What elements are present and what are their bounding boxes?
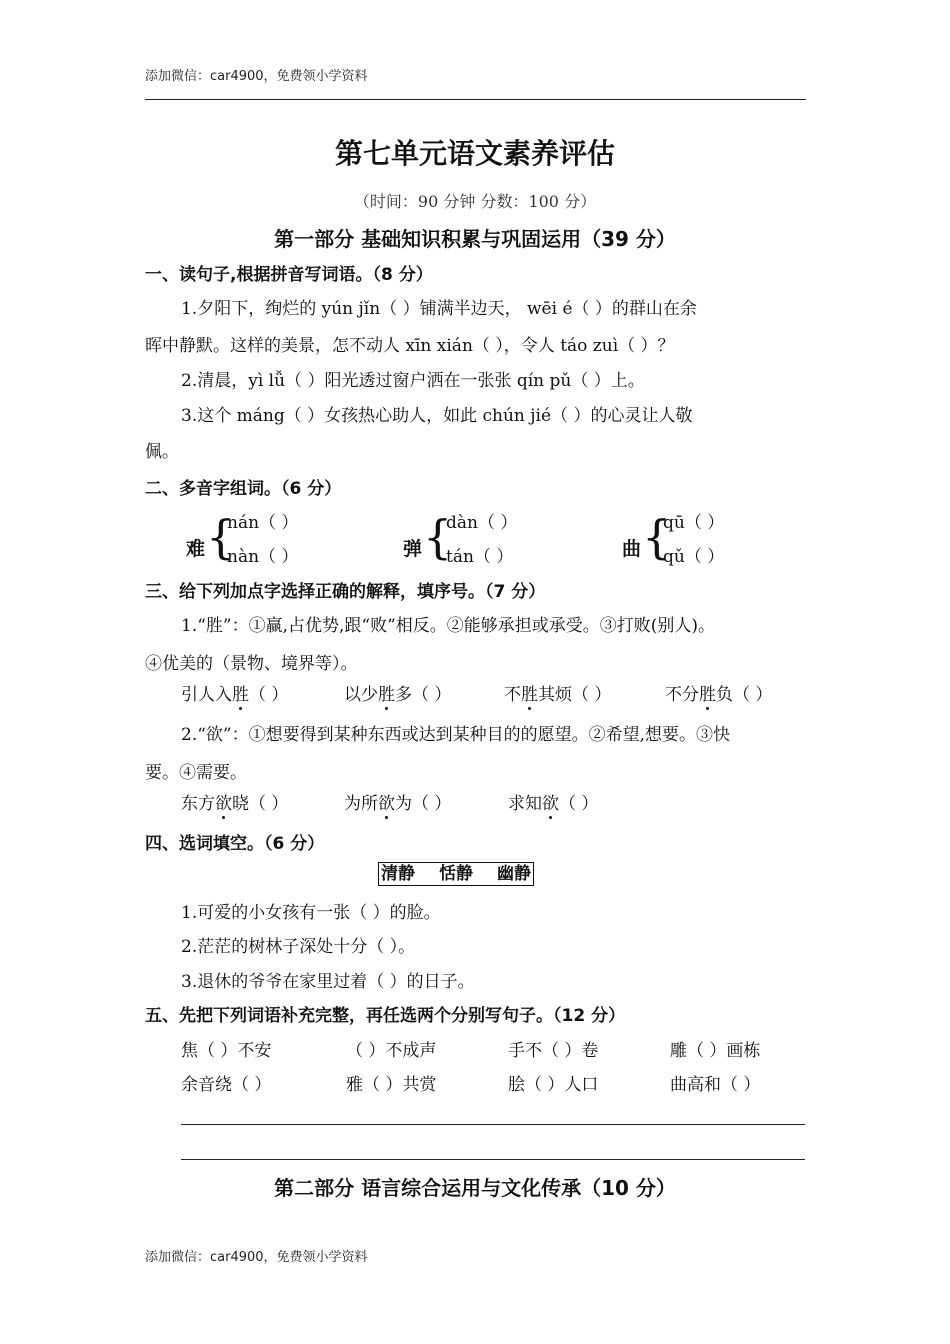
- footer-note: 添加微信：car4900，免费领小学资料: [145, 1250, 368, 1265]
- idiom-6: 雅（ ）共赏: [346, 1075, 437, 1095]
- answer-line-2[interactable]: [181, 1159, 805, 1160]
- sec3-q1-line-1: 1.“胜”：①赢,占优势,跟“败”相反。②能够承担或承受。③打败(别人)。: [181, 616, 716, 636]
- word-choice-box: [378, 862, 534, 886]
- poly-1-top: nán（ ）: [227, 513, 299, 533]
- dotted-char: 欲: [378, 789, 395, 814]
- sec3-q1-item-4: 不分胜负（ ）: [665, 680, 772, 705]
- poly-3-top: qū（ ）: [663, 513, 725, 533]
- sec2-heading: 二、多音字组词。（6 分）: [145, 479, 342, 499]
- page-title: 第七单元语文素养评估: [334, 137, 615, 170]
- idiom-1: 焦（ ）不安: [181, 1041, 272, 1061]
- sec3-q1-item-2: 以少胜多（ ）: [344, 680, 451, 705]
- idiom-2: （ ）不成声: [346, 1041, 437, 1061]
- idiom-8: 曲高和（ ）: [670, 1075, 761, 1095]
- sec4-line-2: 2.茫茫的树林子深处十分（ ）。: [181, 937, 416, 957]
- poly-1-bottom: nàn（ ）: [227, 547, 299, 567]
- poly-2-bottom: tán（ ）: [446, 547, 514, 567]
- idiom-5: 余音绕（ ）: [181, 1075, 272, 1095]
- sec3-q2-item-1: 东方欲晓（ ）: [181, 789, 288, 814]
- part2-title: 第二部分 语言综合运用与文化传承（10 分）: [274, 1176, 676, 1200]
- exam-info: （时间：90 分钟 分数：100 分）: [353, 192, 597, 211]
- sec3-q1-item-1: 引人入胜（ ）: [181, 680, 288, 705]
- dotted-char: 欲: [215, 789, 232, 814]
- dotted-char: 胜: [378, 680, 395, 705]
- dotted-char: 胜: [699, 680, 716, 705]
- sec3-q2-item-3: 求知欲（ ）: [508, 789, 598, 814]
- brace-1: {: [206, 510, 236, 564]
- sec1-line-3: 2.清晨，yì lǚ（ ）阳光透过窗户洒在一张张 qín pǔ（ ）上。: [181, 371, 645, 391]
- dotted-char: 胜: [521, 680, 538, 705]
- idiom-3: 手不（ ）卷: [508, 1041, 599, 1061]
- sec1-line-1: 1.夕阳下，绚烂的 yún jǐn（ ）铺满半边天， wēi é（ ）的群山在余: [181, 299, 697, 319]
- answer-line-1[interactable]: [181, 1124, 805, 1125]
- sec3-q1-item-3: 不胜其烦（ ）: [504, 680, 611, 705]
- sec1-line-5: 佩。: [145, 442, 179, 462]
- word-choice-3: 幽静: [497, 864, 531, 884]
- dotted-char: 胜: [232, 680, 249, 705]
- sec3-q2-line-1: 2.“欲”：①想要得到某种东西或达到某种目的的愿望。②希望,想要。③快: [181, 725, 731, 745]
- sec3-q2-item-2: 为所欲为（ ）: [344, 789, 451, 814]
- poly-char-1: 难: [186, 538, 206, 560]
- sec4-heading: 四、选词填空。（6 分）: [145, 834, 325, 854]
- word-choice-1: 清静: [381, 864, 415, 884]
- sec1-line-2: 晖中静默。这样的美景，怎不动人 xīn xián（ ），令人 táo zuì（ ）？: [145, 336, 675, 356]
- poly-2-top: dàn（ ）: [446, 513, 518, 533]
- sec3-q2-line-2: 要。④需要。: [145, 763, 247, 783]
- sec4-line-3: 3.退休的爷爷在家里过着（ ）的日子。: [181, 972, 475, 992]
- sec3-heading: 三、给下列加点字选择正确的解释，填序号。（7 分）: [145, 582, 546, 602]
- part1-title: 第一部分 基础知识积累与巩固运用（39 分）: [274, 227, 676, 251]
- poly-char-3: 曲: [622, 538, 642, 560]
- sec1-heading: 一、读句子,根据拼音写词语。（8 分）: [145, 265, 433, 285]
- header-note: 添加微信：car4900，免费领小学资料: [145, 69, 368, 84]
- sec3-q1-line-2: ④优美的（景物、境界等）。: [145, 654, 358, 674]
- dotted-char: 欲: [542, 789, 559, 814]
- poly-3-bottom: qǔ（ ）: [663, 547, 725, 567]
- idiom-7: 脍（ ）人口: [508, 1075, 599, 1095]
- header-rule: [145, 99, 806, 100]
- idiom-4: 雕（ ）画栋: [670, 1041, 761, 1061]
- brace-3: {: [642, 510, 672, 564]
- word-choice-2: 恬静: [439, 864, 473, 884]
- poly-char-2: 弹: [403, 538, 423, 560]
- sec5-heading: 五、先把下列词语补充完整，再任选两个分别写句子。（12 分）: [145, 1006, 626, 1026]
- sec4-line-1: 1.可爱的小女孩有一张（ ）的脸。: [181, 903, 441, 923]
- sec1-line-4: 3.这个 máng（ ）女孩热心助人，如此 chún jié（ ）的心灵让人敬: [181, 406, 693, 426]
- brace-2: {: [423, 510, 453, 564]
